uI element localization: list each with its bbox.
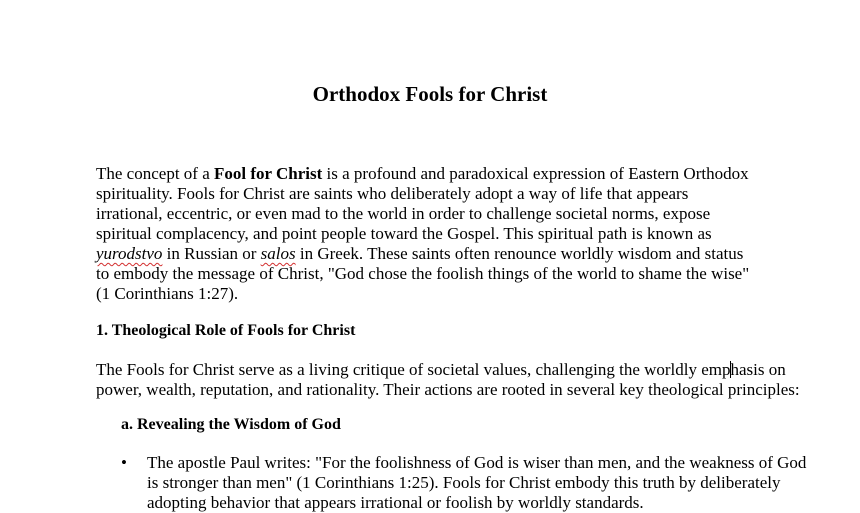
intro-text: The concept of a bbox=[96, 164, 214, 183]
section-text: The Fools for Christ serve as a living critique of societal values, challenging the worldly emp bbox=[96, 360, 731, 379]
bullet-icon: • bbox=[121, 453, 127, 472]
section-text: hasis on bbox=[730, 360, 786, 379]
intro-line-1 bbox=[96, 164, 766, 184]
bullet-item bbox=[147, 453, 807, 513]
bullet-line-1: The apostle Paul writes: "For the foolishness of God is wiser than men, and the weakness of God bbox=[147, 453, 807, 472]
intro-paragraph bbox=[96, 164, 766, 304]
section-heading: 1. Theological Role of Fools for Christ bbox=[96, 322, 356, 339]
intro-line-6: to embody the message of Christ, "God chose the foolish things of the world to shame the wise" bbox=[96, 264, 750, 283]
bullet-line-3: adopting behavior that appears irrational or foolish by worldly standards. bbox=[147, 493, 644, 512]
section-line-1 bbox=[96, 360, 786, 380]
bold-term: Fool for Christ bbox=[214, 164, 323, 183]
intro-line-5 bbox=[96, 244, 766, 264]
document-title: Orthodox Fools for Christ bbox=[312, 82, 548, 106]
spellcheck-flagged-word[interactable]: salos bbox=[260, 244, 296, 263]
intro-text: in Russian or bbox=[162, 244, 261, 263]
intro-line-4: spiritual complacency, and point people toward the Gospel. This spiritual path is known as bbox=[96, 224, 712, 243]
spellcheck-flagged-word[interactable]: yurodstvo bbox=[96, 244, 163, 263]
intro-text: in Greek. These saints often renounce worldly wisdom and status bbox=[295, 244, 744, 263]
intro-line-3: irrational, eccentric, or even mad to the world in order to challenge societal norms, expose bbox=[96, 204, 711, 223]
section-line-2: power, wealth, reputation, and rationality. Their actions are rooted in several key theological principles: bbox=[96, 380, 800, 399]
intro-line-2: spirituality. Fools for Christ are saints who deliberately adopt a way of life that appears bbox=[96, 184, 689, 203]
section-paragraph bbox=[96, 360, 800, 400]
intro-line-7: (1 Corinthians 1:27). bbox=[96, 284, 239, 303]
intro-text: is a profound and paradoxical expression of Eastern Orthodox bbox=[322, 164, 749, 183]
subsection-heading: a. Revealing the Wisdom of God bbox=[121, 416, 341, 433]
bullet-line-2: is stronger than men" (1 Corinthians 1:25). Fools for Christ embody this truth by deliberately bbox=[147, 473, 781, 492]
